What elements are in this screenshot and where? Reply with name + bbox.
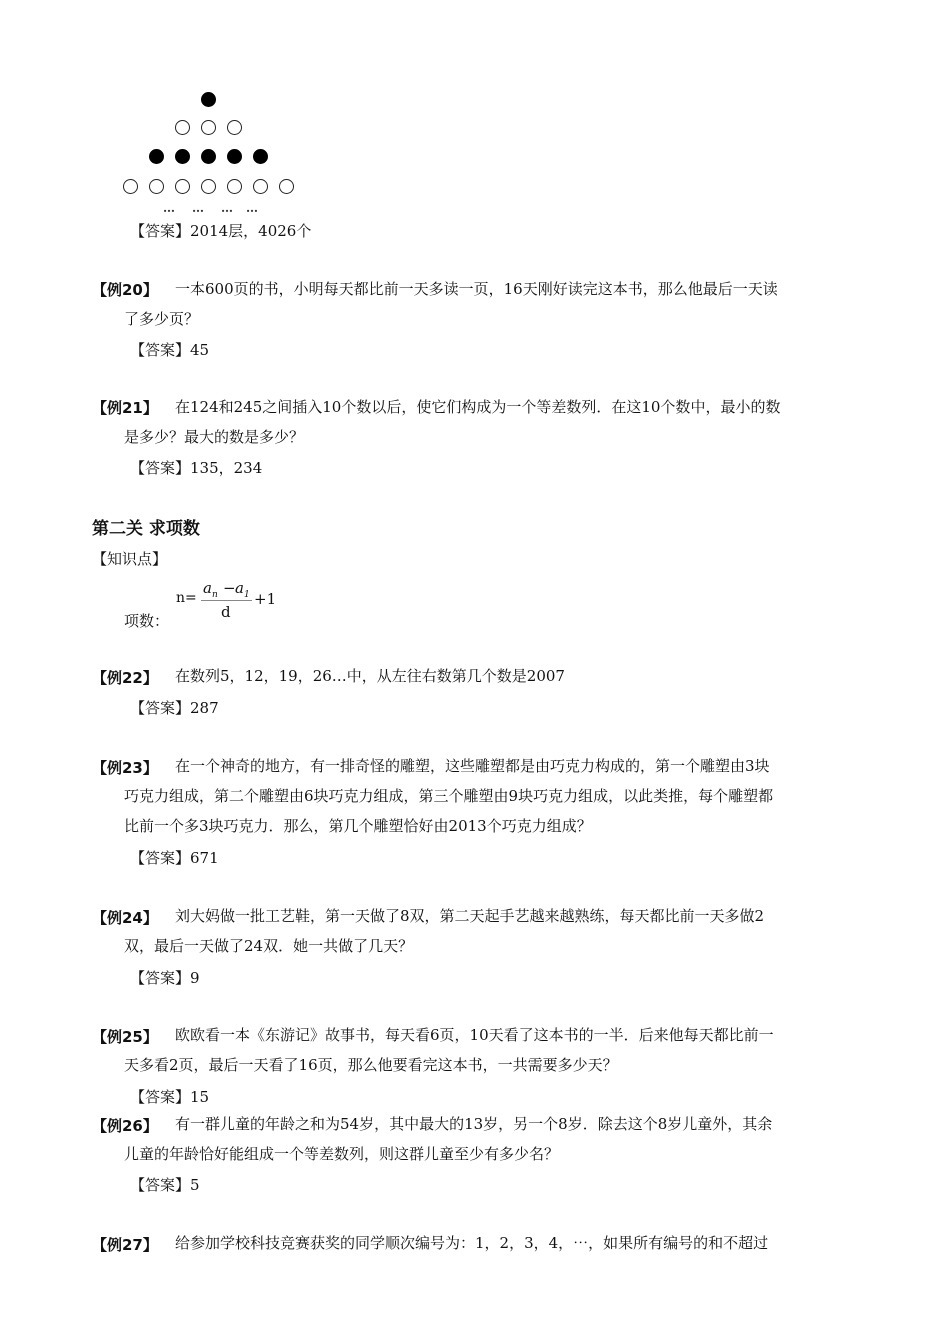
- problem-text-line: 是多少？最大的数是多少？: [124, 428, 305, 446]
- answer: 【答案】287: [130, 699, 219, 717]
- problem-tag: 【例21】: [92, 399, 158, 417]
- knowledge-point-tag: 【知识点】: [92, 550, 168, 568]
- answer-top: 【答案】2014层，4026个: [130, 222, 312, 240]
- problem-tag: 【例26】: [92, 1117, 158, 1135]
- problem-text-line: 了多少页？: [124, 310, 200, 328]
- black-dot: [253, 149, 268, 164]
- answer: 【答案】5: [130, 1176, 200, 1194]
- answer: 【答案】45: [130, 341, 210, 359]
- formula-label: 项数：: [124, 612, 170, 630]
- problem-tag: 【例20】: [92, 281, 158, 299]
- white-dot: [175, 120, 190, 135]
- ellipsis-3: …: [221, 201, 234, 215]
- answer: 【答案】9: [130, 969, 200, 987]
- problem-tag: 【例25】: [92, 1028, 158, 1046]
- white-dot: [279, 179, 294, 194]
- ellipsis-4: …: [246, 201, 259, 215]
- problem-text-line: 比前一个多3块巧克力．那么，第几个雕塑恰好由2013个巧克力组成？: [124, 817, 592, 835]
- white-dot: [201, 120, 216, 135]
- white-dot: [175, 179, 190, 194]
- white-dot: [201, 179, 216, 194]
- answer: 【答案】671: [130, 849, 219, 867]
- answer: 【答案】135，234: [130, 459, 263, 477]
- fraction-bar: [201, 600, 252, 601]
- problem-tag: 【例22】: [92, 669, 158, 687]
- formula-minus: −: [223, 579, 236, 597]
- problem-text-line: 一本600页的书，小明每天都比前一天多读一页，16天刚好读完这本书，那么他最后一天读: [175, 280, 778, 298]
- black-dot: [149, 149, 164, 164]
- problem-text-line: 在124和245之间插入10个数以后，使它们构成为一个等差数列．在这10个数中，最小的数: [175, 398, 781, 416]
- ellipsis-1: …: [163, 201, 176, 215]
- problem-tag: 【例27】: [92, 1236, 158, 1254]
- problem-text-line: 给参加学校科技竞赛获奖的同学顺次编号为：1，2，3，4，⋯，如果所有编号的和不超过: [175, 1234, 769, 1252]
- black-dot: [227, 149, 242, 164]
- formula-a-n: $a_n$: [203, 579, 218, 600]
- black-dot: [175, 149, 190, 164]
- black-dot: [201, 92, 216, 107]
- white-dot: [227, 179, 242, 194]
- white-dot: [227, 120, 242, 135]
- problem-text-line: 刘大妈做一批工艺鞋，第一天做了8双，第二天起手艺越来越熟练，每天都比前一天多做2: [175, 907, 765, 925]
- white-dot: [149, 179, 164, 194]
- problem-text-line: 有一群儿童的年龄之和为54岁，其中最大的13岁，另一个8岁．除去这个8岁儿童外，其余: [175, 1115, 773, 1133]
- white-dot: [253, 179, 268, 194]
- black-dot: [201, 149, 216, 164]
- problem-tag: 【例23】: [92, 759, 158, 777]
- problem-text-line: 在数列5，12，19，26…中，从左往右数第几个数是2007: [175, 667, 565, 685]
- formula-lhs: n=: [176, 590, 197, 606]
- answer: 【答案】15: [130, 1088, 210, 1106]
- formula-denominator: d: [221, 603, 231, 621]
- formula-a-1: $a_1$: [235, 579, 250, 600]
- problem-text-line: 双，最后一天做了24双．她一共做了几天？: [124, 937, 414, 955]
- problem-text-line: 在一个神奇的地方，有一排奇怪的雕塑，这些雕塑都是由巧克力构成的，第一个雕塑由3块: [175, 757, 770, 775]
- problem-text-line: 天多看2页，最后一天看了16页，那么他要看完这本书，一共需要多少天？: [124, 1056, 618, 1074]
- problem-text-line: 巧克力组成，第二个雕塑由6块巧克力组成，第三个雕塑由9块巧克力组成，以此类推，每个雕塑都: [124, 787, 774, 805]
- section-title: 第二关 求项数: [92, 519, 200, 539]
- problem-tag: 【例24】: [92, 909, 158, 927]
- ellipsis-2: …: [192, 201, 205, 215]
- formula-plus-one: +1: [254, 590, 277, 608]
- problem-text-line: 欧欧看一本《东游记》故事书，每天看6页，10天看了这本书的一半．后来他每天都比前一: [175, 1026, 774, 1044]
- white-dot: [123, 179, 138, 194]
- problem-text-line: 儿童的年龄恰好能组成一个等差数列，则这群儿童至少有多少名？: [124, 1145, 560, 1163]
